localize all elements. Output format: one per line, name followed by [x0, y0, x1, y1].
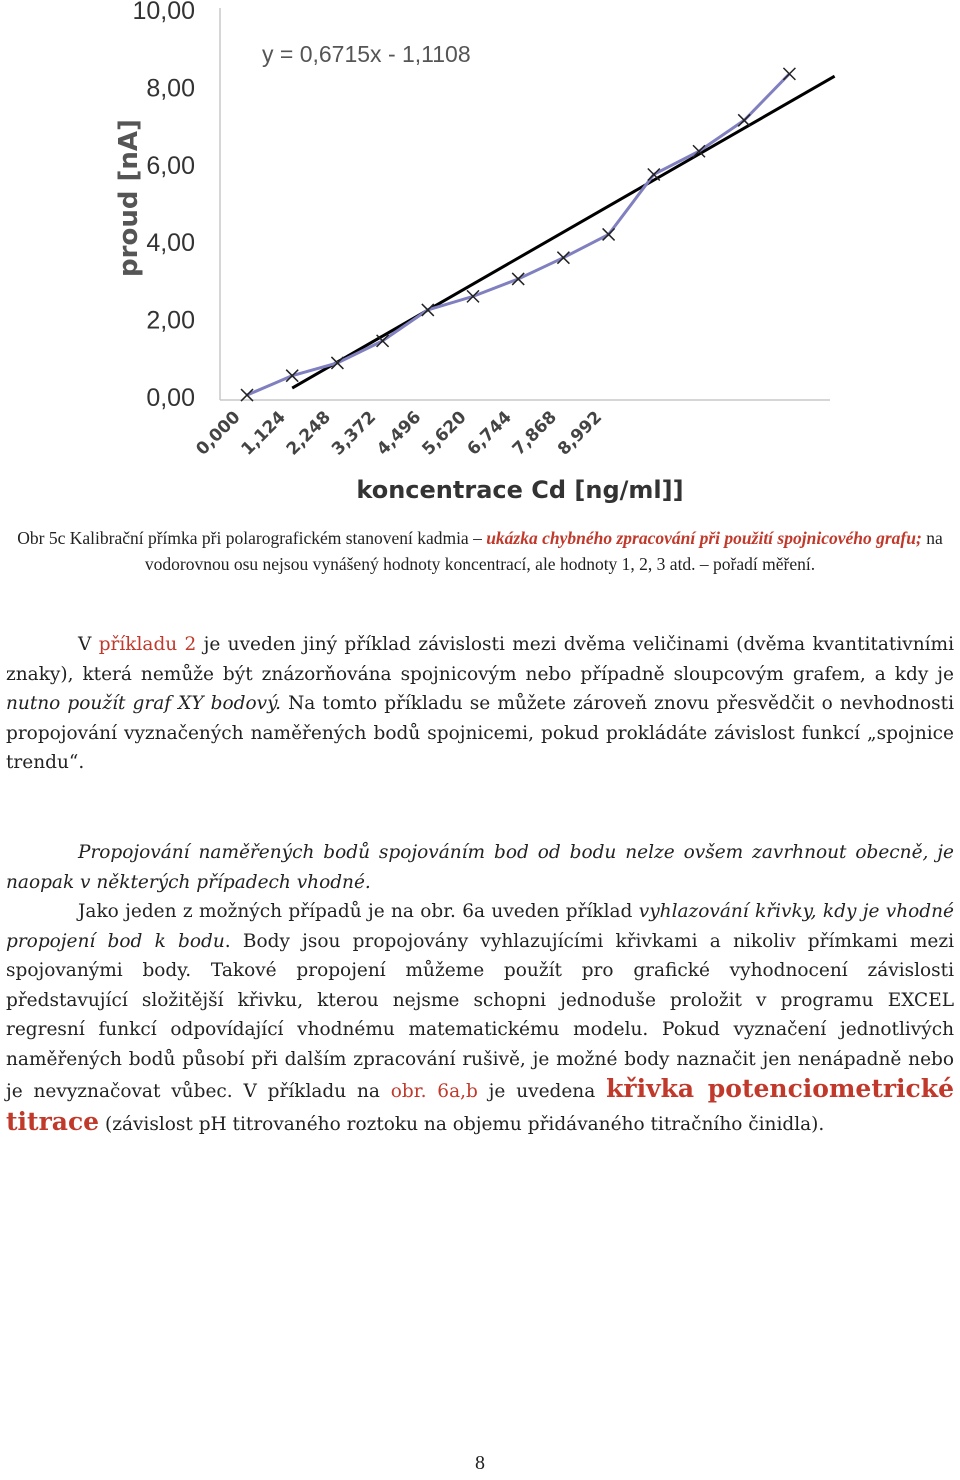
x-tick-label: 1,124 — [237, 407, 290, 460]
trend-line-group — [292, 76, 834, 388]
data-point — [783, 68, 795, 80]
y-tick-label: 8,00 — [146, 74, 195, 103]
x-tick-label: 5,620 — [418, 407, 471, 460]
x-tick-label: 3,372 — [327, 407, 381, 460]
y-axis-label: proud [nA] — [114, 119, 144, 277]
para1-emphasis: nutno použít graf XY bodový. — [6, 693, 281, 714]
series-line — [247, 74, 789, 395]
para1-text-3: Na tomto příkladu se můžete zároveň znovu přesvědčit o nevhodnosti propojování vyznačených naměřených bodů spojnicemi, pokud prokládáte závislost funkcí „spojnice trendu“. — [6, 693, 954, 773]
x-axis-ticks — [192, 407, 606, 459]
x-tick-label: 8,992 — [553, 407, 607, 460]
regression-equation: y = 0,6715x - 1,1108 — [262, 41, 471, 67]
para1-text-1: V — [78, 634, 99, 655]
y-tick-label: 10,00 — [132, 0, 195, 25]
data-point — [557, 252, 569, 264]
y-tick-label: 4,00 — [146, 229, 195, 258]
x-tick-label: 2,248 — [282, 407, 335, 460]
x-tick-label: 4,496 — [373, 407, 426, 460]
para3-emphasis: vyhlazování křivky, kdy je vhodné propojení bod k bodu — [6, 901, 954, 952]
data-point — [738, 114, 750, 126]
figure-6ab-link[interactable]: obr. 6a,b — [390, 1081, 478, 1102]
caption-lead: Obr 5c Kalibrační přímka při polarografickém stanovení kadmia – — [17, 528, 487, 548]
paragraph-smoothing — [6, 897, 954, 1139]
data-series — [241, 68, 795, 401]
paragraph-connecting-points — [6, 838, 954, 897]
caption-highlight: ukázka chybného zpracování při použití spojnicového grafu; — [486, 528, 922, 548]
page-number: 8 — [475, 1452, 485, 1474]
x-tick-label: 7,868 — [508, 407, 561, 460]
caption-tail: na vodorovnou osu nejsou vynášený hodnoty koncentrací, ale hodnoty 1, 2, 3 atd. – pořadí měření. — [144, 528, 943, 574]
x-tick-label: 6,744 — [463, 407, 516, 460]
y-tick-label: 2,00 — [146, 306, 195, 335]
para3-text-1: Jako jeden z možných případů je na obr. 6a uveden příklad — [78, 901, 639, 922]
y-tick-label: 6,00 — [146, 151, 195, 180]
para1-text-2: je uveden jiný příklad závislosti mezi dvěma veličinami (dvěma kvantitativními znaky), která nemůže být znázorňována spojnicovým nebo případně sloupcovým grafem, a kdy je — [6, 634, 954, 685]
para3-text-2: . Body jsou propojovány vyhlazujícími křivkami a nikoliv přímkami mezi spojovanými body. Takové propojení můžeme použít pro grafické vyhodnocení závislosti představující složitější křivku, kterou nejsme schopni jednoduše proložit v programu EXCEL regresní funkcí odpovídající vhodnému matematickému modelu. Pokud vyznačení jednotlivých naměřených bodů působí při dalším zpracování rušivě, je možné body naznačit jen nenápadně nebo je nevyznačovat vůbec. V příkladu na — [6, 930, 954, 1102]
data-point — [603, 228, 615, 240]
figure-caption — [6, 525, 954, 577]
trend-line — [292, 76, 834, 388]
para3-text-4: (závislost pH titrovaného roztoku na objemu přidávaného titračního činidla). — [99, 1113, 825, 1135]
y-tick-label: 0,00 — [146, 384, 195, 412]
x-tick-label: 0,000 — [192, 407, 245, 460]
paragraph-example-2 — [6, 630, 954, 778]
example-2-link[interactable]: příkladu 2 — [98, 634, 197, 655]
para3-text-3: je uvedena — [477, 1081, 607, 1102]
x-axis-label: koncentrace Cd [ng/ml]] — [356, 476, 684, 504]
calibration-chart — [0, 0, 960, 510]
data-point — [512, 273, 524, 285]
para2-text: Propojování naměřených bodů spojováním bod od bodu nelze ovšem zavrhnout obecně, je naopak v některých případech vhodné. — [6, 842, 954, 893]
titration-curve-highlight: křivka potenciometrické titrace — [6, 1074, 954, 1136]
